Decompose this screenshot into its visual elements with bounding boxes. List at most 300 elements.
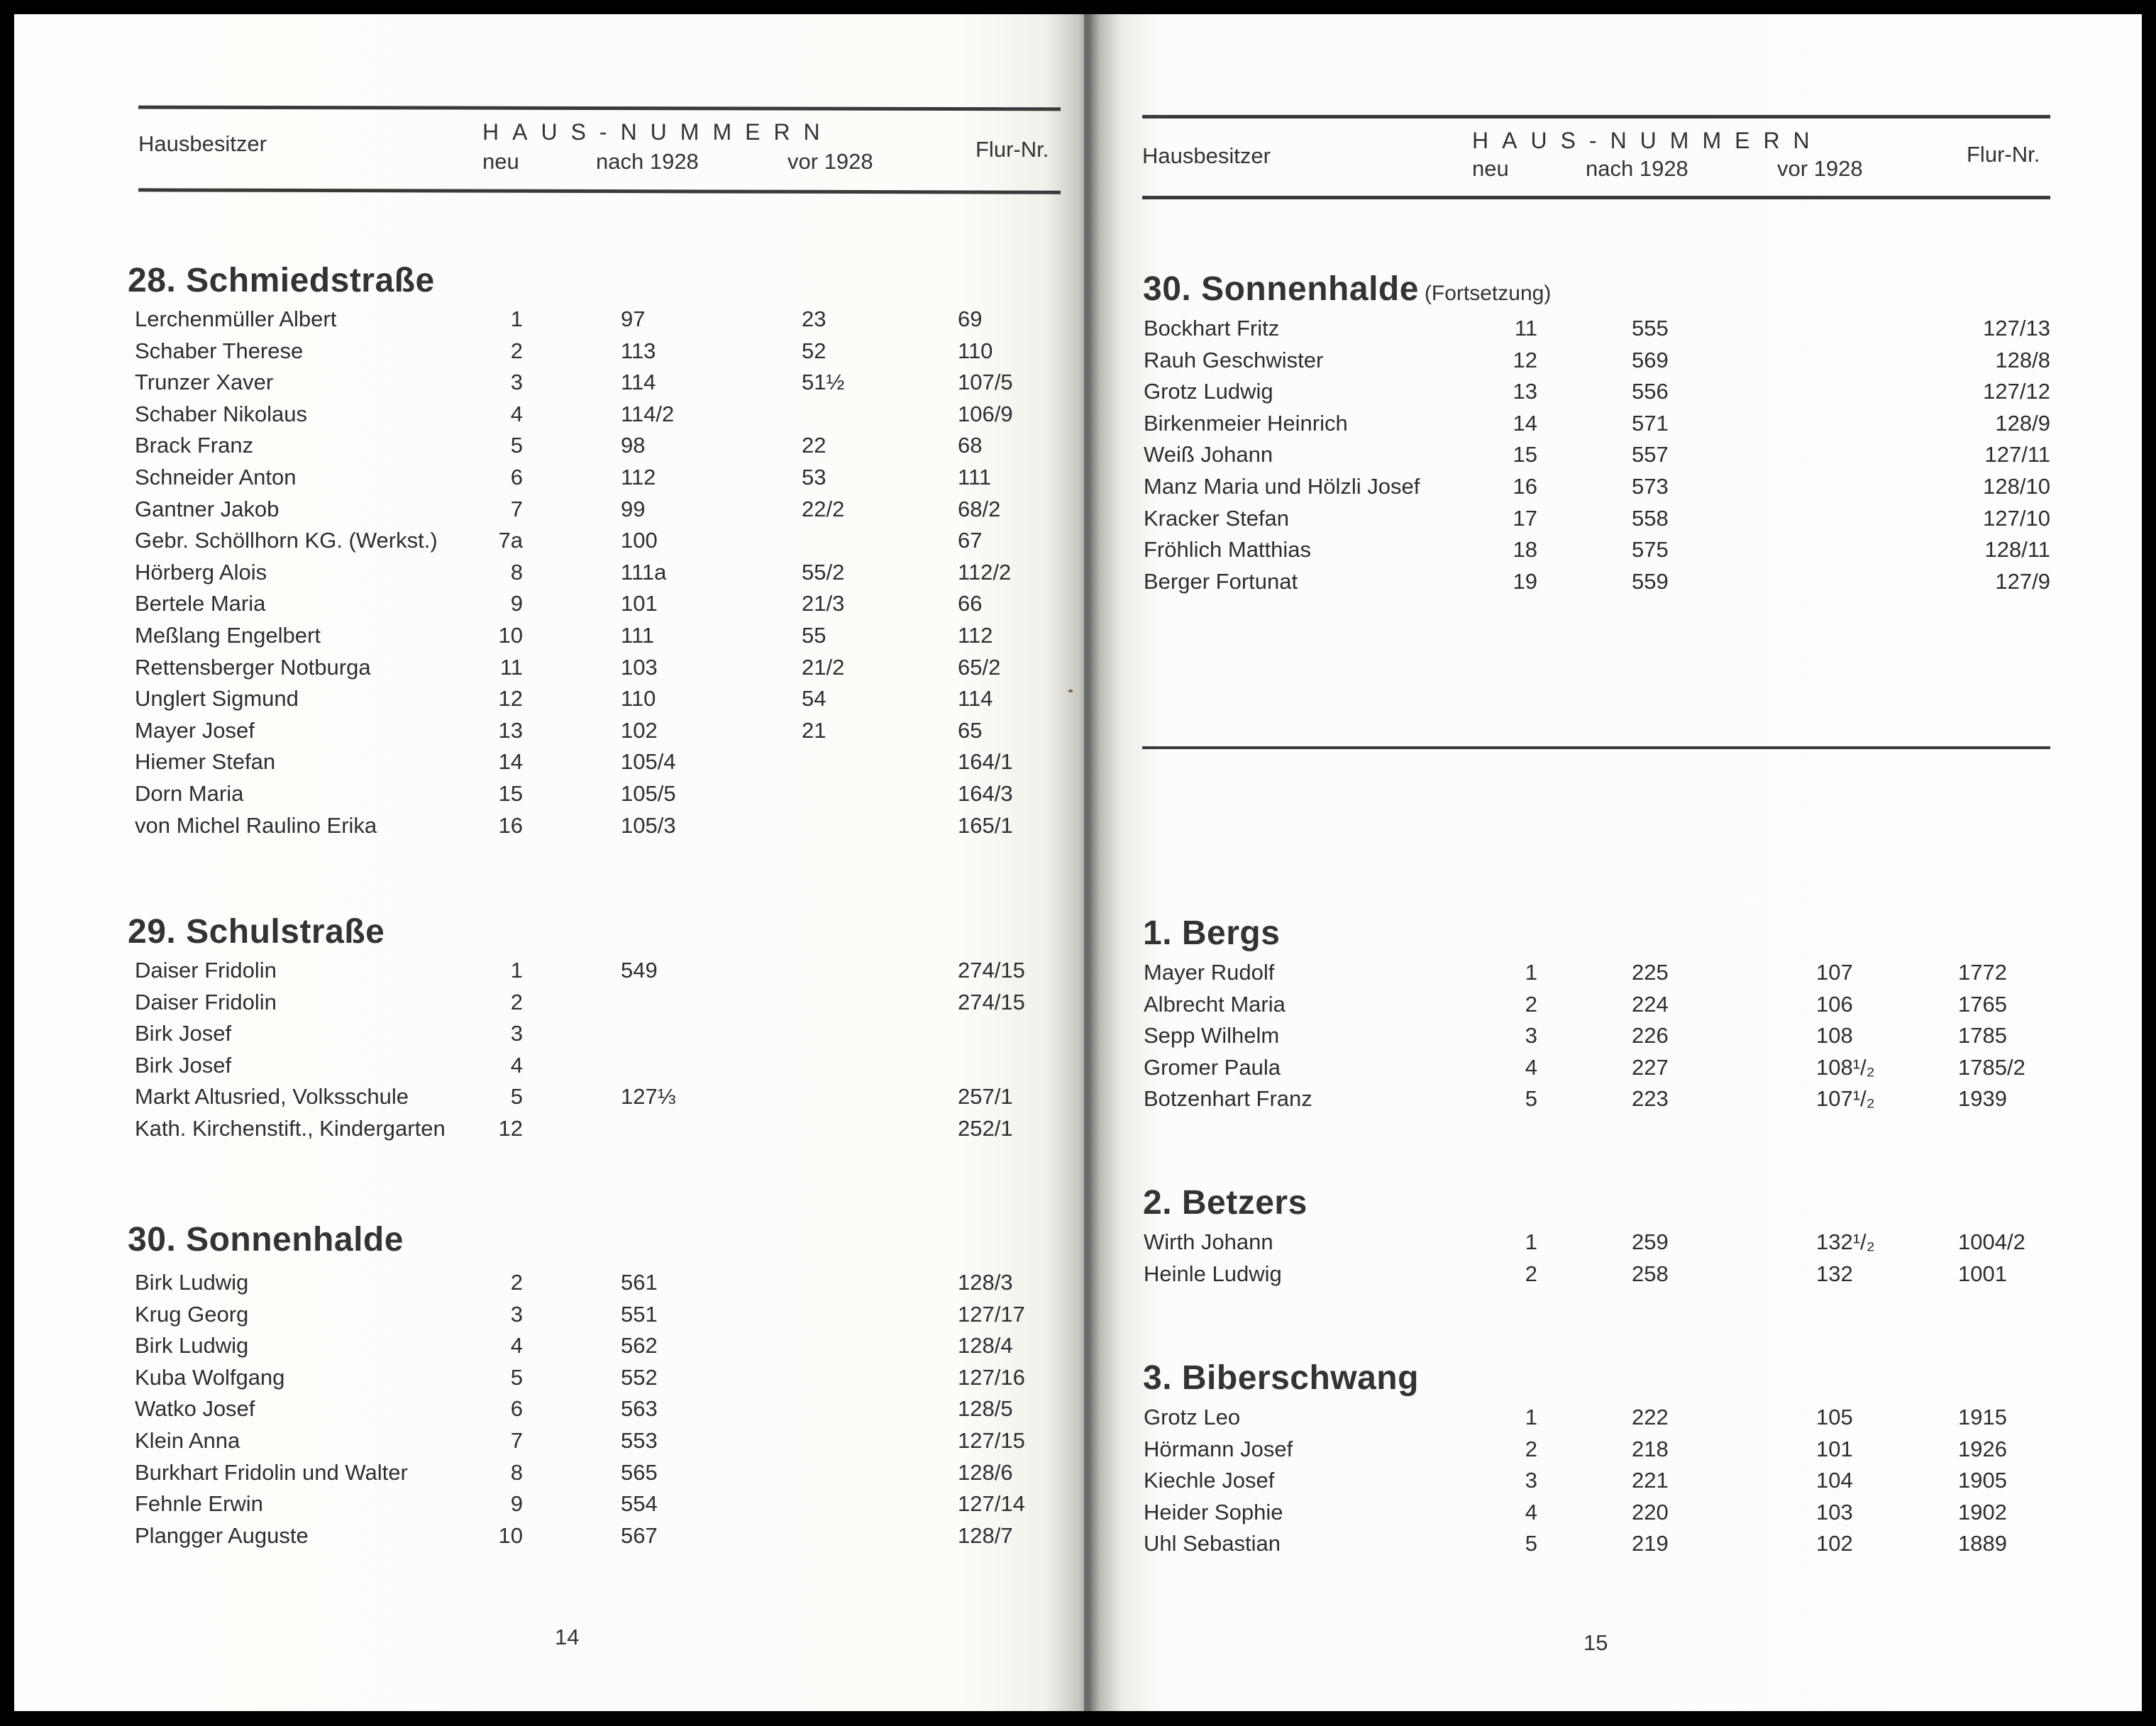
house-number-after-1928: 552 <box>621 1364 658 1390</box>
owner-name: Kracker Stefan <box>1144 505 1290 531</box>
house-number-before-1928: 101 <box>1816 1436 1853 1461</box>
house-number-new: 10 <box>498 1522 523 1548</box>
house-number-new: 8 <box>510 1459 523 1485</box>
house-number-after-1928: 105/4 <box>621 749 676 775</box>
flur-number: 127/10 <box>1983 505 2050 531</box>
flur-number: 127/16 <box>958 1364 1025 1390</box>
house-number-new: 6 <box>510 1396 523 1422</box>
house-number-after-1928: 569 <box>1632 347 1669 372</box>
owner-name: Fehnle Erwin <box>135 1491 263 1517</box>
house-number-new: 8 <box>510 559 523 585</box>
owner-row <box>14 1460 1089 1491</box>
house-number-new: 3 <box>1525 1023 1537 1049</box>
owner-row <box>1089 1500 2142 1531</box>
house-number-after-1928: 555 <box>1632 316 1669 341</box>
owner-row <box>14 560 1089 591</box>
owner-name: Sepp Wilhelm <box>1144 1023 1280 1049</box>
house-number-after-1928: 558 <box>1632 505 1669 531</box>
house-number-after-1928: 223 <box>1632 1086 1669 1112</box>
house-number-new: 19 <box>1513 568 1537 594</box>
flur-number: 1939 <box>1958 1086 2007 1112</box>
owner-name: Gebr. Schöllhorn KG. (Werkst.) <box>135 528 438 553</box>
flur-number: 110 <box>958 338 993 363</box>
header-new: neu <box>482 149 519 174</box>
owner-name: Markt Altusried, Volksschule <box>135 1084 409 1110</box>
header-top-rule <box>1142 115 2050 118</box>
house-number-new: 2 <box>1525 991 1537 1017</box>
house-number-after-1928: 575 <box>1632 537 1669 563</box>
house-number-new: 18 <box>1513 537 1537 563</box>
owner-row <box>14 1302 1089 1333</box>
flur-number: 165/1 <box>958 812 1013 838</box>
house-number-after-1928: 259 <box>1632 1229 1669 1254</box>
owner-row <box>1089 506 2142 537</box>
section-title: 30. Sonnenhalde <box>128 1221 404 1258</box>
house-number-after-1928: 218 <box>1632 1436 1669 1461</box>
section-title: 3. Biberschwang <box>1143 1359 1419 1397</box>
owner-name: Botzenhart Franz <box>1144 1086 1312 1112</box>
flur-number: 128/3 <box>958 1270 1013 1295</box>
house-number-after-1928: 554 <box>621 1491 658 1517</box>
house-number-before-1928: 54 <box>802 686 827 712</box>
owner-name: Albrecht Maria <box>1144 991 1286 1017</box>
owner-name: Weiß Johann <box>1144 442 1273 468</box>
owner-row <box>14 1053 1089 1084</box>
flur-number: 1889 <box>1958 1531 2007 1556</box>
flur-number: 1004/2 <box>1958 1229 2025 1254</box>
house-number-new: 16 <box>1513 474 1537 499</box>
owner-row <box>1089 1086 2142 1117</box>
owner-name: Uhl Sebastian <box>1144 1531 1281 1556</box>
house-number-new: 3 <box>510 1301 523 1327</box>
section-title: 28. Schmiedstraße <box>128 262 435 299</box>
house-number-new: 14 <box>1513 410 1537 436</box>
owner-name: Heinle Ludwig <box>1144 1261 1282 1286</box>
house-number-after-1928: 221 <box>1632 1468 1669 1493</box>
flur-number: 128/7 <box>958 1522 1013 1548</box>
owner-name: Birk Josef <box>135 1021 232 1046</box>
section-heading <box>1143 270 1551 309</box>
house-number-new: 5 <box>1525 1086 1537 1112</box>
house-number-after-1928: 225 <box>1632 960 1669 985</box>
owner-name: Rettensberger Notburga <box>135 654 371 680</box>
owner-row <box>1089 316 2142 347</box>
owner-row <box>1089 1261 2142 1293</box>
header-before-1928: vor 1928 <box>1777 156 1863 181</box>
owner-row <box>1089 1023 2142 1054</box>
house-number-before-1928: 21 <box>802 717 827 743</box>
owner-row <box>14 1365 1089 1396</box>
owner-row <box>14 433 1089 464</box>
header-top-rule <box>138 106 1061 111</box>
house-number-after-1928: 567 <box>621 1522 658 1548</box>
house-number-before-1928: 51½ <box>802 370 845 395</box>
house-number-after-1928: 557 <box>1632 442 1669 468</box>
owner-row <box>14 781 1089 812</box>
owner-name: Plangger Auguste <box>135 1522 309 1548</box>
flur-number: 1772 <box>1958 960 2007 985</box>
house-number-before-1928: 106 <box>1816 991 1853 1017</box>
owner-row <box>1089 411 2142 442</box>
section-heading <box>1143 1183 1308 1222</box>
house-number-after-1928: 112 <box>621 465 656 489</box>
section-title: 30. Sonnenhalde <box>1143 270 1419 308</box>
house-number-new: 15 <box>498 781 523 806</box>
house-number-after-1928: 551 <box>621 1301 658 1327</box>
flur-number: 252/1 <box>958 1116 1013 1141</box>
owner-row <box>14 655 1089 686</box>
header-flur: Flur-Nr. <box>1967 142 2040 167</box>
house-number-before-1928: 102 <box>1816 1531 1853 1556</box>
owner-name: von Michel Raulino Erika <box>135 812 377 838</box>
owner-name: Hiemer Stefan <box>135 749 276 775</box>
house-number-new: 10 <box>498 623 523 648</box>
owner-name: Gromer Paula <box>1144 1054 1281 1080</box>
house-number-new: 17 <box>1513 505 1537 531</box>
owner-row <box>1089 960 2142 991</box>
house-number-before-1928: 132 <box>1816 1261 1853 1286</box>
house-number-after-1928: 556 <box>1632 379 1669 404</box>
header-house-numbers: HAUS-NUMMERN <box>1472 128 1823 153</box>
flur-number: 1926 <box>1958 1436 2007 1461</box>
flur-number: 128/9 <box>1995 410 2050 436</box>
house-number-new: 11 <box>499 654 523 680</box>
house-number-after-1928: 99 <box>621 496 646 521</box>
house-number-new: 4 <box>1525 1054 1537 1080</box>
flur-number: 274/15 <box>958 958 1025 983</box>
flur-number: 164/3 <box>958 781 1013 806</box>
header-owner: Hausbesitzer <box>138 131 267 156</box>
section-heading <box>128 261 435 300</box>
owner-name: Watko Josef <box>135 1396 255 1422</box>
flur-number: 1785 <box>1958 1023 2007 1049</box>
header-owner: Hausbesitzer <box>1142 143 1271 168</box>
header-bottom-rule <box>1142 196 2050 199</box>
house-number-after-1928: 110 <box>621 686 656 712</box>
house-number-new: 16 <box>498 812 523 838</box>
owner-row <box>1089 348 2142 379</box>
owner-row <box>14 958 1089 989</box>
owner-name: Trunzer Xaver <box>135 370 274 395</box>
owner-row <box>14 813 1089 844</box>
owner-name: Birkenmeier Heinrich <box>1144 410 1348 436</box>
owner-name: Fröhlich Matthias <box>1144 537 1312 563</box>
flur-number: 164/1 <box>958 749 1013 775</box>
owner-name: Klein Anna <box>135 1428 241 1453</box>
owner-name: Mayer Josef <box>135 717 255 743</box>
house-number-new: 4 <box>510 1333 523 1359</box>
owner-row <box>14 1084 1089 1115</box>
flur-number: 128/4 <box>958 1333 1013 1359</box>
flur-number: 127/14 <box>958 1491 1025 1517</box>
owner-name: Bertele Maria <box>135 591 266 616</box>
house-number-new: 7a <box>498 528 523 553</box>
house-number-after-1928: 571 <box>1632 410 1669 436</box>
owner-name: Grotz Leo <box>1144 1405 1241 1429</box>
flur-number: 127/11 <box>1984 442 2050 468</box>
section-title: 29. Schulstraße <box>128 913 385 951</box>
flur-number: 68 <box>958 433 983 458</box>
house-number-new: 4 <box>510 1052 523 1078</box>
house-number-before-1928: 55/2 <box>802 559 845 585</box>
house-number-after-1928: 111 <box>621 623 655 648</box>
house-number-new: 2 <box>510 338 523 363</box>
flur-number: 128/11 <box>1984 537 2050 563</box>
owner-name: Heider Sophie <box>1144 1499 1283 1525</box>
house-number-after-1928: 561 <box>621 1270 658 1295</box>
header-after-1928: nach 1928 <box>1586 156 1688 181</box>
owner-name: Burkhart Fridolin und Walter <box>135 1459 408 1485</box>
house-number-new: 5 <box>1525 1531 1537 1556</box>
flur-number: 65/2 <box>958 654 1001 680</box>
header-bottom-rule <box>138 188 1061 194</box>
house-number-after-1928: 219 <box>1632 1531 1669 1556</box>
owner-row <box>1089 1229 2142 1261</box>
house-number-new: 7 <box>510 1428 523 1453</box>
flur-number: 274/15 <box>958 989 1025 1014</box>
flur-number: 69 <box>958 306 983 331</box>
house-number-after-1928: 105/3 <box>621 812 676 838</box>
house-number-new: 2 <box>1525 1261 1537 1286</box>
flur-number: 1915 <box>1958 1405 2007 1429</box>
header-flur: Flur-Nr. <box>975 137 1049 162</box>
flur-number: 1765 <box>1958 991 2007 1017</box>
house-number-new: 12 <box>498 686 523 712</box>
header-house-numbers: HAUS-NUMMERN <box>482 119 834 145</box>
owner-row <box>1089 474 2142 505</box>
flur-number: 1905 <box>1958 1468 2007 1493</box>
house-number-new: 13 <box>498 717 523 743</box>
section-heading <box>128 1220 404 1259</box>
flur-number: 1785/2 <box>1958 1054 2025 1080</box>
flur-number: 127/12 <box>1983 379 2050 404</box>
house-number-before-1928: 104 <box>1816 1468 1853 1493</box>
house-number-before-1928: 132¹/₂ <box>1816 1229 1875 1254</box>
flur-number: 128/6 <box>958 1459 1013 1485</box>
flur-number: 111 <box>958 465 992 489</box>
house-number-after-1928: 100 <box>621 528 658 553</box>
house-number-after-1928: 549 <box>621 958 658 983</box>
owner-name: Grotz Ludwig <box>1144 379 1273 404</box>
house-number-new: 5 <box>510 433 523 458</box>
house-number-new: 1 <box>1525 1405 1537 1429</box>
flur-number: 127/13 <box>1983 316 2050 341</box>
owner-row <box>1089 992 2142 1023</box>
owner-row <box>1089 537 2142 568</box>
owner-name: Rauh Geschwister <box>1144 347 1324 372</box>
owner-row <box>14 1333 1089 1364</box>
page-number: 14 <box>555 1625 580 1649</box>
house-number-new: 1 <box>510 306 523 331</box>
owner-name: Mayer Rudolf <box>1144 960 1275 985</box>
section-subtitle: (Fortsetzung) <box>1424 282 1552 305</box>
house-number-after-1928: 105/5 <box>621 781 676 806</box>
owner-row <box>14 370 1089 401</box>
house-number-after-1928: 98 <box>621 433 646 458</box>
owner-name: Daiser Fridolin <box>135 989 277 1014</box>
house-number-after-1928: 573 <box>1632 474 1669 499</box>
header-new: neu <box>1472 156 1509 181</box>
flur-number: 1902 <box>1958 1499 2007 1525</box>
owner-row <box>14 338 1089 370</box>
left-page <box>14 14 1089 1711</box>
house-number-new: 4 <box>510 401 523 426</box>
house-number-after-1928: 127⅓ <box>621 1084 676 1110</box>
flur-number: 114 <box>958 686 993 712</box>
flur-number: 107/5 <box>958 370 1013 395</box>
owner-name: Wirth Johann <box>1144 1229 1273 1254</box>
house-number-new: 2 <box>1525 1436 1537 1461</box>
owner-row <box>14 306 1089 338</box>
house-number-new: 1 <box>1525 960 1537 985</box>
flur-number: 68/2 <box>958 496 1001 521</box>
owner-name: Dorn Maria <box>135 781 244 806</box>
house-number-after-1928: 103 <box>621 654 658 680</box>
owner-name: Krug Georg <box>135 1301 249 1327</box>
owner-name: Kath. Kirchenstift., Kindergarten <box>135 1116 446 1141</box>
owner-name: Birk Ludwig <box>135 1333 249 1359</box>
house-number-new: 1 <box>510 958 523 983</box>
house-number-before-1928: 108¹/₂ <box>1816 1054 1875 1080</box>
house-number-before-1928: 21/3 <box>802 591 845 616</box>
owner-name: Manz Maria und Hölzli Josef <box>1144 474 1420 499</box>
section-title: 1. Bergs <box>1143 914 1281 952</box>
house-number-after-1928: 222 <box>1632 1405 1669 1429</box>
owner-row <box>14 528 1089 559</box>
owner-row <box>14 749 1089 780</box>
owner-name: Kiechle Josef <box>1144 1468 1275 1493</box>
owner-row <box>14 1021 1089 1052</box>
house-number-new: 1 <box>1525 1229 1537 1254</box>
header-before-1928: vor 1928 <box>787 149 873 174</box>
owner-row <box>14 1396 1089 1427</box>
owner-row <box>14 990 1089 1021</box>
owner-row <box>1089 1468 2142 1499</box>
header-after-1928: nach 1928 <box>596 149 699 174</box>
owner-name: Hörmann Josef <box>1144 1436 1293 1461</box>
flur-number: 257/1 <box>958 1084 1013 1110</box>
owner-row <box>1089 1437 2142 1468</box>
section-heading <box>1143 1359 1419 1398</box>
house-number-after-1928: 565 <box>621 1459 658 1485</box>
owner-name: Lerchenmüller Albert <box>135 306 337 331</box>
house-number-new: 9 <box>510 591 523 616</box>
owner-name: Berger Fortunat <box>1144 568 1298 594</box>
house-number-before-1928: 107¹/₂ <box>1816 1086 1875 1112</box>
house-number-after-1928: 224 <box>1632 991 1669 1017</box>
house-number-new: 2 <box>510 1270 523 1295</box>
house-number-after-1928: 111a <box>621 559 667 585</box>
owner-name: Schaber Therese <box>135 338 304 363</box>
house-number-new: 12 <box>498 1116 523 1141</box>
flur-number: 127/17 <box>958 1301 1025 1327</box>
owner-name: Birk Josef <box>135 1052 232 1078</box>
house-number-after-1928: 562 <box>621 1333 658 1359</box>
owner-row <box>1089 442 2142 473</box>
flur-number: 65 <box>958 717 983 743</box>
house-number-new: 5 <box>510 1364 523 1390</box>
house-number-before-1928: 108 <box>1816 1023 1853 1049</box>
section-heading <box>128 912 385 951</box>
house-number-new: 13 <box>1513 379 1537 404</box>
house-number-before-1928: 21/2 <box>802 654 845 680</box>
house-number-new: 7 <box>510 496 523 521</box>
section-separator-rule <box>1142 746 2050 749</box>
house-number-new: 5 <box>510 1084 523 1110</box>
owner-name: Bockhart Fritz <box>1144 316 1280 341</box>
owner-row <box>1089 1055 2142 1086</box>
house-number-before-1928: 53 <box>802 465 827 489</box>
house-number-before-1928: 103 <box>1816 1499 1853 1525</box>
owner-name: Birk Ludwig <box>135 1270 249 1295</box>
flur-number: 106/9 <box>958 401 1013 426</box>
house-number-after-1928: 226 <box>1632 1023 1669 1049</box>
owner-name: Hörberg Alois <box>135 559 267 585</box>
owner-row <box>1089 1531 2142 1562</box>
house-number-after-1928: 227 <box>1632 1054 1669 1080</box>
house-number-before-1928: 22 <box>802 433 827 458</box>
house-number-new: 12 <box>1513 347 1537 372</box>
owner-name: Brack Franz <box>135 433 254 458</box>
owner-row <box>14 591 1089 622</box>
owner-row <box>14 465 1089 496</box>
owner-row <box>1089 1405 2142 1436</box>
house-number-after-1928: 258 <box>1632 1261 1669 1286</box>
owner-row <box>1089 569 2142 600</box>
owner-name: Meßlang Engelbert <box>135 623 321 648</box>
section-heading <box>1143 914 1280 953</box>
section-title: 2. Betzers <box>1143 1184 1308 1222</box>
house-number-before-1928: 22/2 <box>802 496 845 521</box>
house-number-after-1928: 97 <box>621 306 646 331</box>
owner-name: Schneider Anton <box>135 465 297 489</box>
house-number-before-1928: 107 <box>1816 960 1853 985</box>
flur-number: 66 <box>958 591 983 616</box>
house-number-new: 3 <box>510 370 523 395</box>
house-number-new: 2 <box>510 989 523 1014</box>
owner-row <box>14 1428 1089 1459</box>
house-number-after-1928: 101 <box>621 591 658 616</box>
house-number-after-1928: 559 <box>1632 568 1669 594</box>
house-number-new: 9 <box>510 1491 523 1517</box>
owner-row <box>14 718 1089 749</box>
house-number-before-1928: 105 <box>1816 1405 1853 1429</box>
flur-number: 128/5 <box>958 1396 1013 1422</box>
flur-number: 112 <box>958 623 993 648</box>
house-number-after-1928: 563 <box>621 1396 658 1422</box>
owner-row <box>14 1270 1089 1301</box>
paper-speck <box>1068 690 1073 692</box>
house-number-before-1928: 55 <box>802 623 827 648</box>
owner-row <box>14 402 1089 433</box>
house-number-new: 6 <box>510 465 523 489</box>
owner-row <box>14 497 1089 528</box>
flur-number: 128/10 <box>1983 474 2050 499</box>
owner-name: Unglert Sigmund <box>135 686 299 712</box>
house-number-after-1928: 102 <box>621 717 658 743</box>
house-number-after-1928: 114 <box>621 370 656 395</box>
house-number-new: 4 <box>1525 1499 1537 1525</box>
owner-row <box>14 1116 1089 1147</box>
house-number-before-1928: 52 <box>802 338 827 363</box>
owner-row <box>14 1523 1089 1554</box>
flur-number: 67 <box>958 528 983 553</box>
owner-row <box>1089 379 2142 410</box>
owner-name: Kuba Wolfgang <box>135 1364 285 1390</box>
house-number-new: 11 <box>1514 316 1537 341</box>
owner-row <box>14 686 1089 717</box>
house-number-after-1928: 220 <box>1632 1499 1669 1525</box>
